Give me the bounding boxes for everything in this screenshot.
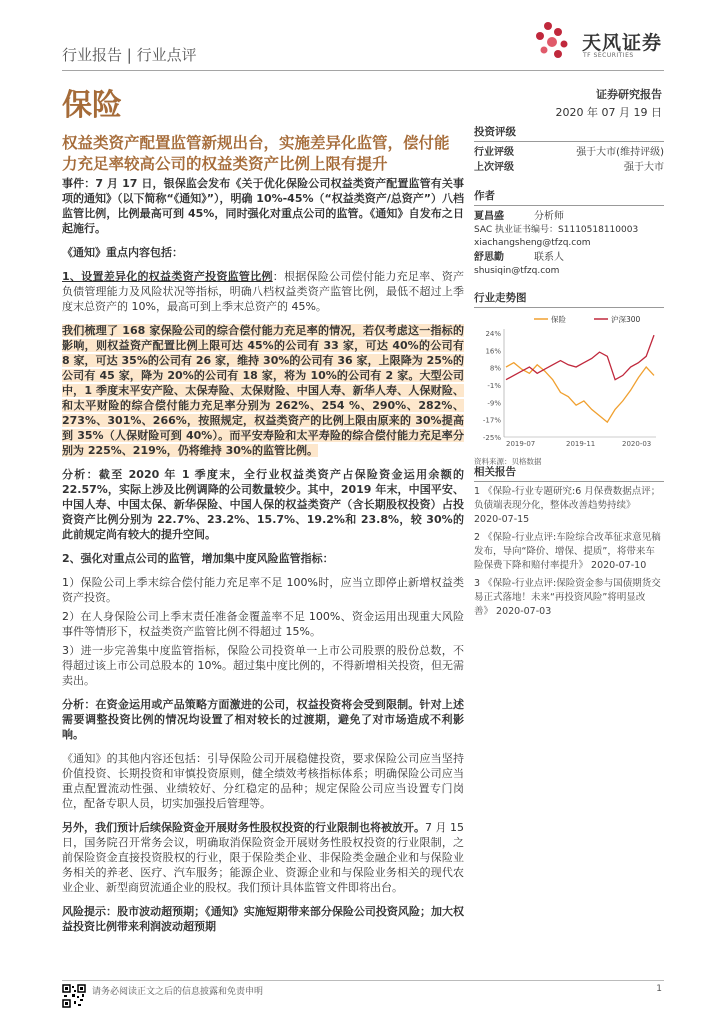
author2-name: 舒思勤	[474, 252, 504, 263]
related-heading: 相关报告	[474, 464, 664, 482]
footer-disclaimer[interactable]: 请务必阅读正文之后的信息披露和免责申明	[92, 987, 264, 997]
y-tick-label: 8%	[489, 364, 501, 373]
related-list	[474, 485, 664, 619]
point1-label: 1、设置差异化的权益类资产投资监管比例	[62, 270, 273, 283]
author1-license: SAC 执业证书编号：S1110518110003	[474, 225, 639, 235]
related-report-title: 2 《保险-行业点评:车险综合改革征求意见稿发布，导向“降价、增保、提质”，将带来车险保费下降和赔付率提升》	[474, 532, 661, 571]
y-tick-label: -25%	[482, 434, 501, 442]
related-block	[474, 464, 664, 623]
report-date: 2020 年 07 月 19 日	[555, 106, 662, 119]
analysis2-paragraph: 分析：截至 2020 年 1 季度末，全行业权益类资产占保险资金运用余额的 22.57%，实际上涉及比例调降的公司数量较少。其中，2019 年末，中国平安、中国人寿、中国太保、新华保险、中国人保的权益类资产（含长期股权投资）占投资资产比例分别为 22.7%、23.2%、15.7%、19.2%和 23.8%，较 30%的此前规定尚有较大的提升空间。	[62, 468, 464, 541]
y-tick-label: 16%	[485, 347, 501, 356]
related-report-title: 1 《保险-行业专题研究:6 月保费数据点评；负债端表现分化，整体改善趋势持续》	[474, 486, 661, 511]
logo-name-en: TF SECURITIES	[583, 52, 634, 59]
author1-email[interactable]: xiachangsheng@tfzq.com	[474, 238, 591, 248]
report-title: 权益类资产配置监管新规出台，实施差异化监管，偿付能力充足率较高公司的权益类资产比例上限有提升	[62, 134, 450, 173]
author2-role: 联系人	[534, 252, 564, 263]
point2-item3: 3）进一步完善集中度监管指标，保险公司投资单一上市公司股票的股份总数，不得超过该上市公司总股本的 10%。超过集中度比例的，不得新增相关投资，但无需卖出。	[62, 644, 464, 687]
y-tick-label: -9%	[487, 399, 501, 408]
chart-source: 资料来源：贝格数据	[474, 457, 542, 466]
related-report-title: 3 《保险-行业点评:保险资金参与国债期货交易正式落地！未来“再投资风险”将明显改善》	[474, 578, 661, 617]
last-rating-value: 强于大市	[624, 162, 664, 173]
related-report-date: 2020-07-10	[591, 560, 647, 571]
point2-item2: 2）在人身保险公司上季末责任准备金覆盖率不足 100%、资金运用出现重大风险事件等情形下，权益类资产监管比例不得超过 15%。	[62, 610, 464, 638]
point1-paragraph	[62, 269, 464, 314]
report-category: 行业报告 | 行业点评	[62, 46, 197, 64]
industry-rating-label: 行业评级	[474, 147, 514, 158]
legend-label: 沪深300	[611, 315, 641, 324]
forecast-paragraph	[62, 820, 464, 895]
author-block	[474, 188, 664, 278]
related-report-item[interactable]	[474, 577, 664, 619]
author2-email[interactable]: shusiqin@tfzq.com	[474, 266, 560, 276]
point2-item1: 1）保险公司上季末综合偿付能力充足率不足 100%时，应当立即停止新增权益类资产投资。	[62, 576, 464, 604]
point2-heading: 2、强化对重点公司的监管，增加集中度风险监管指标：	[62, 552, 334, 565]
legend-label: 保险	[551, 315, 566, 324]
header-divider	[62, 70, 664, 71]
event-paragraph: 事件：7 月 17 日，银保监会发布《关于优化保险公司权益类资产配置监管有关事项的通知》（以下简称“《通知》”），明确 10%-45%（“权益类资产/总资产”）八档监管比例，比例最高可到 45%，同时强化对重点公司的监管。《通知》自发布之日起施行。	[62, 177, 464, 235]
industry-rating-value: 强于大市(维持评级)	[576, 147, 664, 158]
other-content-paragraph: 《通知》的其他内容还包括：引导保险公司开展稳健投资，要求保险公司应当坚持价值投资、长期投资和审慎投资原则，健全绩效考核指标体系；明确保险公司应当重点配置流动性强、业绩较好、分红稳定的品种；规定保险公司应当设置专门岗位，配备专职人员，切实加强投后管理等。	[62, 752, 464, 810]
author1-name: 夏昌盛	[474, 211, 504, 222]
analysis3-paragraph: 分析：在资金运用或产品策略方面激进的公司，权益投资将会受到限制。针对上述需要调整投资比例的情况均设置了相对较长的过渡期，避免了对市场造成不利影响。	[62, 698, 464, 741]
forecast-text: 7 月 15 日，国务院召开常务会议，明确取消保险资金开展财务性股权投资的行业限制，之前保险资金直接投资股权的行业，限于保险类企业、非保险类金融企业和与保险业务相关的养老、医疗、汽车服务；能源企业、资源企业和与保险业务相关的现代农业企业、新型商贸流通企业的股权。我们预计具体监管文件即将出台。	[62, 821, 464, 894]
related-report-date: 2020-07-15	[474, 514, 530, 525]
author1-role: 分析师	[534, 211, 564, 222]
industry-trend-chart	[474, 311, 664, 451]
related-report-item[interactable]	[474, 531, 664, 573]
key-points-heading: 《通知》重点内容包括：	[62, 246, 183, 259]
x-tick-label: 2019-11	[566, 440, 596, 448]
main-body	[62, 176, 464, 938]
logo-name: 天风证券	[582, 32, 663, 54]
trend-heading: 行业走势图	[474, 290, 664, 308]
related-report-date: 2020-07-03	[496, 606, 552, 617]
author-heading: 作者	[474, 188, 664, 206]
x-tick-label: 2020-03	[622, 440, 652, 448]
series-line-insurance	[506, 363, 654, 422]
analysis1-paragraph: 我们梳理了 168 家保险公司的综合偿付能力充足率的情况，若仅考虑这一指标的影响，则权益资产配置比例上限可达 45%的公司有 33 家，可达 40%的公司有 8 家，可达 35%的公司有 26 家，维持 30%的公司有 36 家，上限降为 25%的公司有 45 家，降为 20%的公司有 18 家，将为 10%的公司有 2 家。大型公司中，1 季度末平安产险、太保寿险、太保财险、中国人寿、新华人寿、人保财险、和太平财险的综合偿付能力充足率分别为 262%、254 %、290%、282%、273%、301%、266%，按照规定，权益类资产的比例上限由原来的 30%提高到 35%（人保财险可到 40%）。而平安寿险和太平寿险的综合偿付能力充足率分别为 225%、219%，仍将维持 30%的监管比例。	[62, 324, 464, 457]
sector-title: 保险	[62, 88, 122, 123]
rating-block	[474, 124, 664, 175]
y-tick-label: 24%	[485, 330, 501, 338]
rating-heading: 投资评级	[474, 124, 664, 142]
page-number: 1	[656, 984, 662, 994]
footer-divider	[62, 980, 664, 981]
last-rating-label: 上次评级	[474, 162, 514, 173]
qr-code-icon	[62, 984, 86, 1008]
x-tick-label: 2019-07	[506, 440, 536, 448]
y-tick-label: -1%	[487, 382, 501, 390]
trend-block	[474, 290, 664, 467]
related-report-item[interactable]	[474, 485, 664, 527]
forecast-lead: 另外，我们预计后续保险资金开展财务性股权投资的行业限制也将被放开。	[62, 821, 425, 834]
y-tick-label: -17%	[482, 416, 501, 425]
risk-warning: 风险提示：股市波动超预期；《通知》实施短期带来部分保险公司投资风险；加大权益投资比例带来利润波动超预期	[62, 905, 464, 933]
point1-text: ：根据保险公司偿付能力充足率、资产负债管理能力及风险状况等指标，明确八档权益类资产监管比例，最低不超过上季度末总资产的 10%，最高可到上季末总资产的 45%。	[62, 270, 465, 313]
report-type: 证券研究报告	[596, 88, 662, 101]
